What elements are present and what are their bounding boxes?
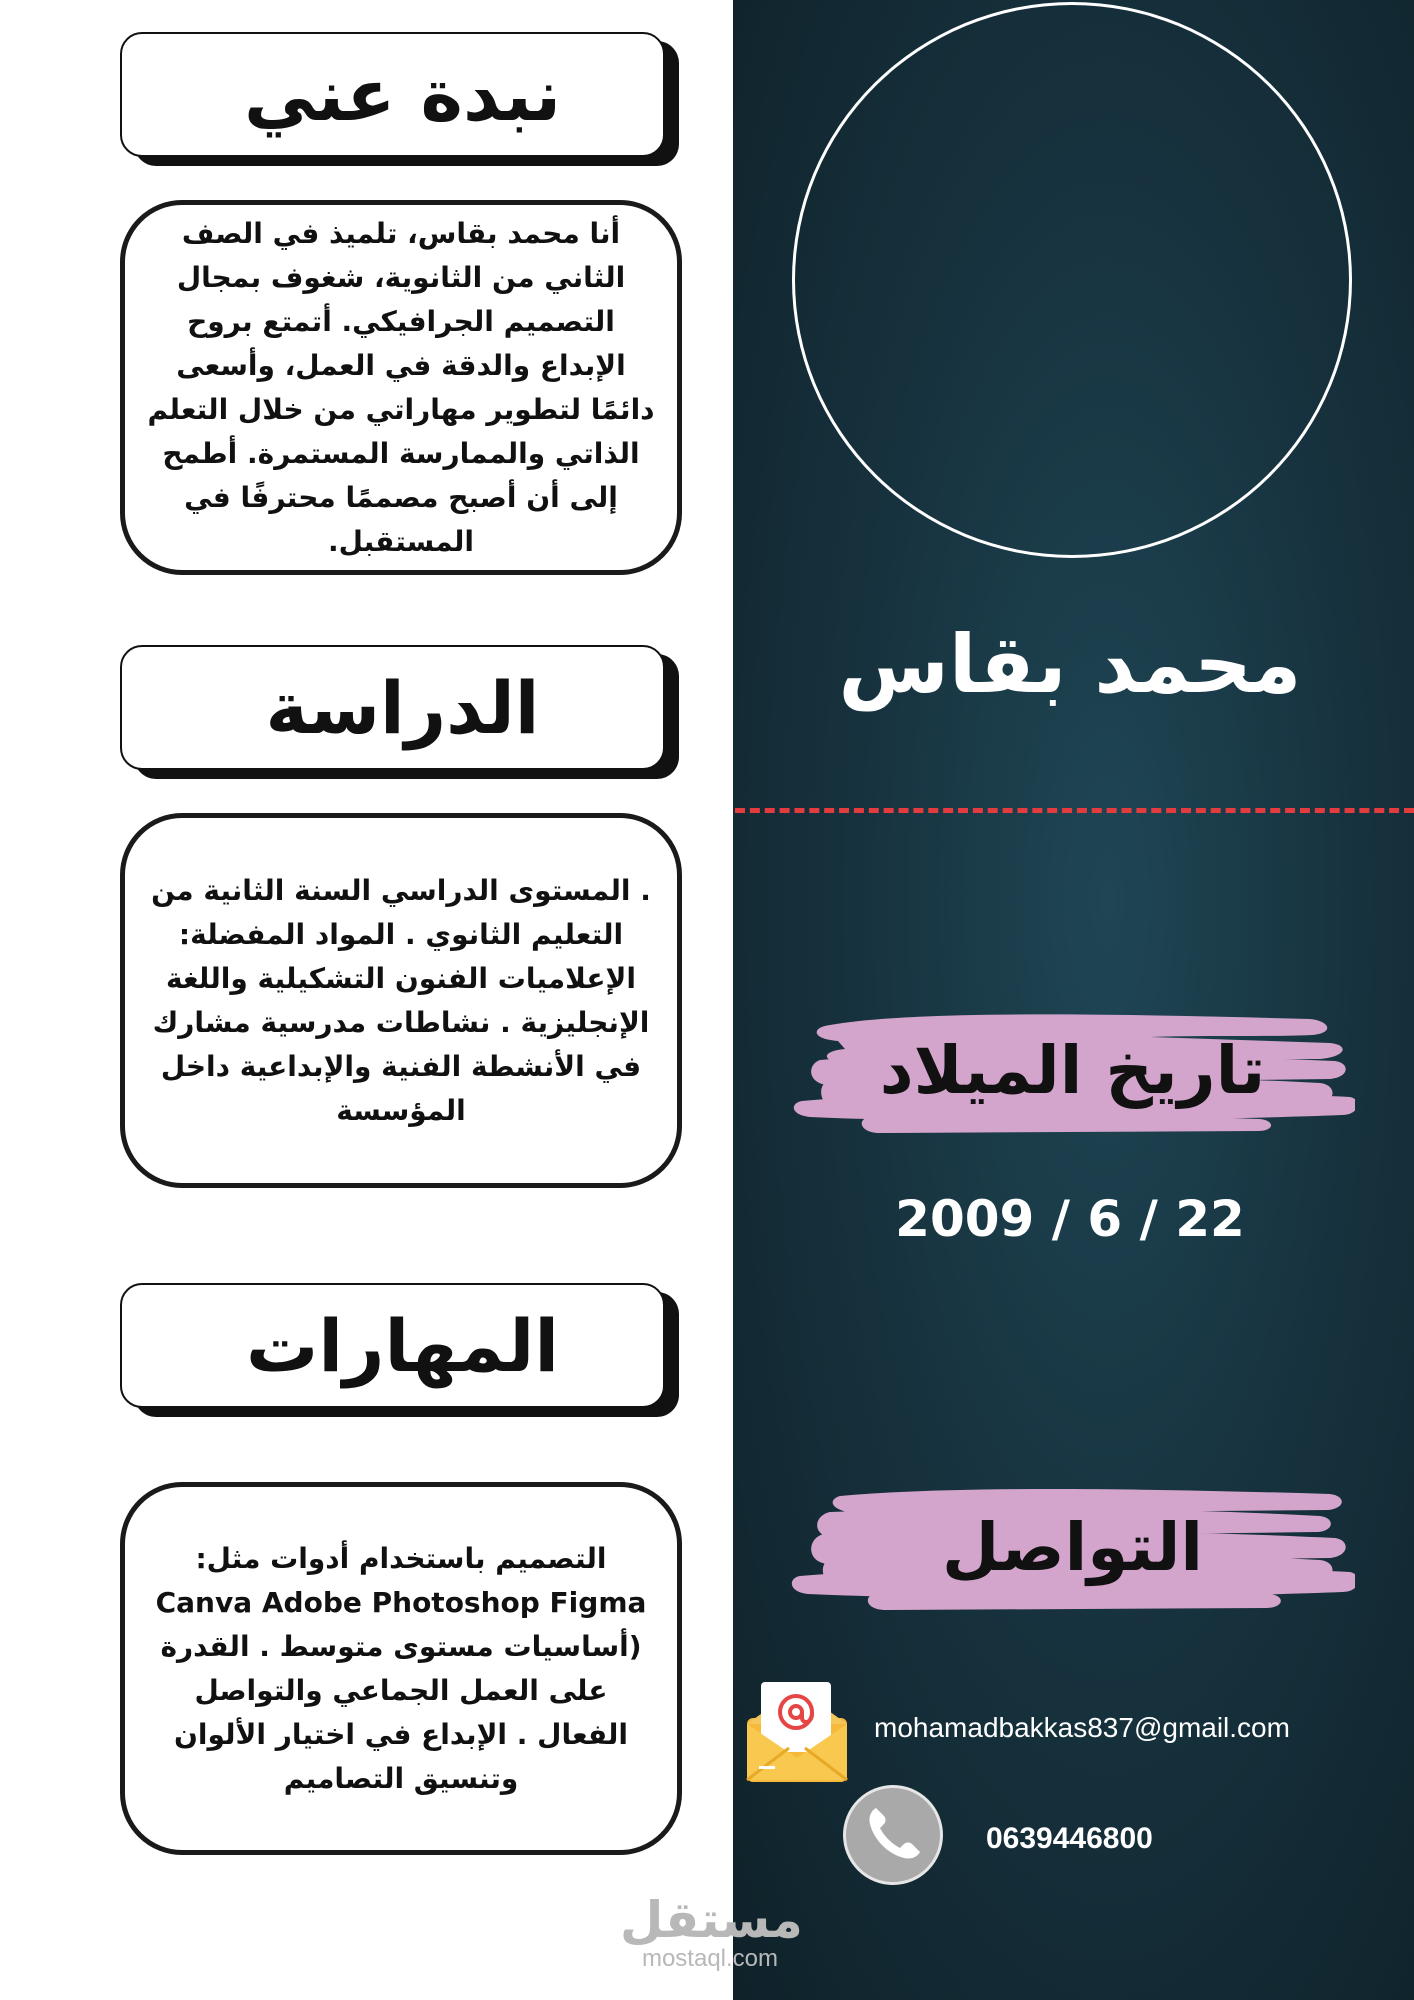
watermark-arabic: مستقل (620, 1891, 803, 1949)
profile-photo-frame (792, 2, 1352, 558)
contact-heading (790, 1482, 1355, 1612)
about-heading (120, 32, 665, 157)
contact-phone[interactable]: 0639446800 (986, 1822, 1153, 1855)
education-text: . المستوى الدراسي السنة الثانية من التعليم الثانوي . المواد المفضلة: الإعلاميات الفنون التشكيلية واللغة الإنجليزية . نشاطات مدرسية مشارك في الأنشطة الفنية والإبداعية داخل المؤسسة (151, 873, 651, 1127)
dashed-divider (735, 808, 1414, 813)
education-title: الدراسة (265, 665, 540, 750)
birth-date-label: تاريخ الميلاد (879, 1031, 1266, 1109)
birth-date-heading (790, 1005, 1355, 1135)
education-box (120, 813, 682, 1188)
watermark (620, 1891, 803, 1972)
birth-date-value: 2009 / 6 / 22 (895, 1190, 1245, 1248)
skills-box (120, 1482, 682, 1855)
about-box (120, 200, 682, 575)
about-title: نبدة عني (244, 52, 562, 137)
profile-name: محمد بقاس (838, 618, 1302, 711)
handset-icon (846, 1788, 940, 1882)
contact-email[interactable]: mohamadbakkas837@gmail.com (874, 1712, 1290, 1743)
skills-text: التصميم باستخدام أدوات مثل: Canva Adobe Photoshop Figma (أساسيات مستوى متوسط . القدرة على العمل الجماعي والتواصل الفعال . الإبداع في اختيار الألوان وتنسيق التصاميم (155, 1541, 647, 1795)
envelope-at-icon (745, 1680, 850, 1785)
skills-title: المهارات (245, 1303, 560, 1388)
skills-heading (120, 1283, 665, 1408)
education-heading (120, 645, 665, 770)
phone-icon (843, 1785, 943, 1885)
contact-label: التواصل (941, 1508, 1204, 1586)
watermark-latin: mostaql.com (641, 1945, 779, 1972)
about-text: أنا محمد بقاس، تلميذ في الصف الثاني من الثانوية، شغوف بمجال التصميم الجرافيكي. أتمتع بروح الإبداع والدقة في العمل، وأسعى دائمًا لتطوير مهاراتي من خلال التعلم الذاتي والممارسة المستمرة. أطمح إلى أن أصبح مصممًا محترفًا في المستقبل. (147, 216, 655, 558)
